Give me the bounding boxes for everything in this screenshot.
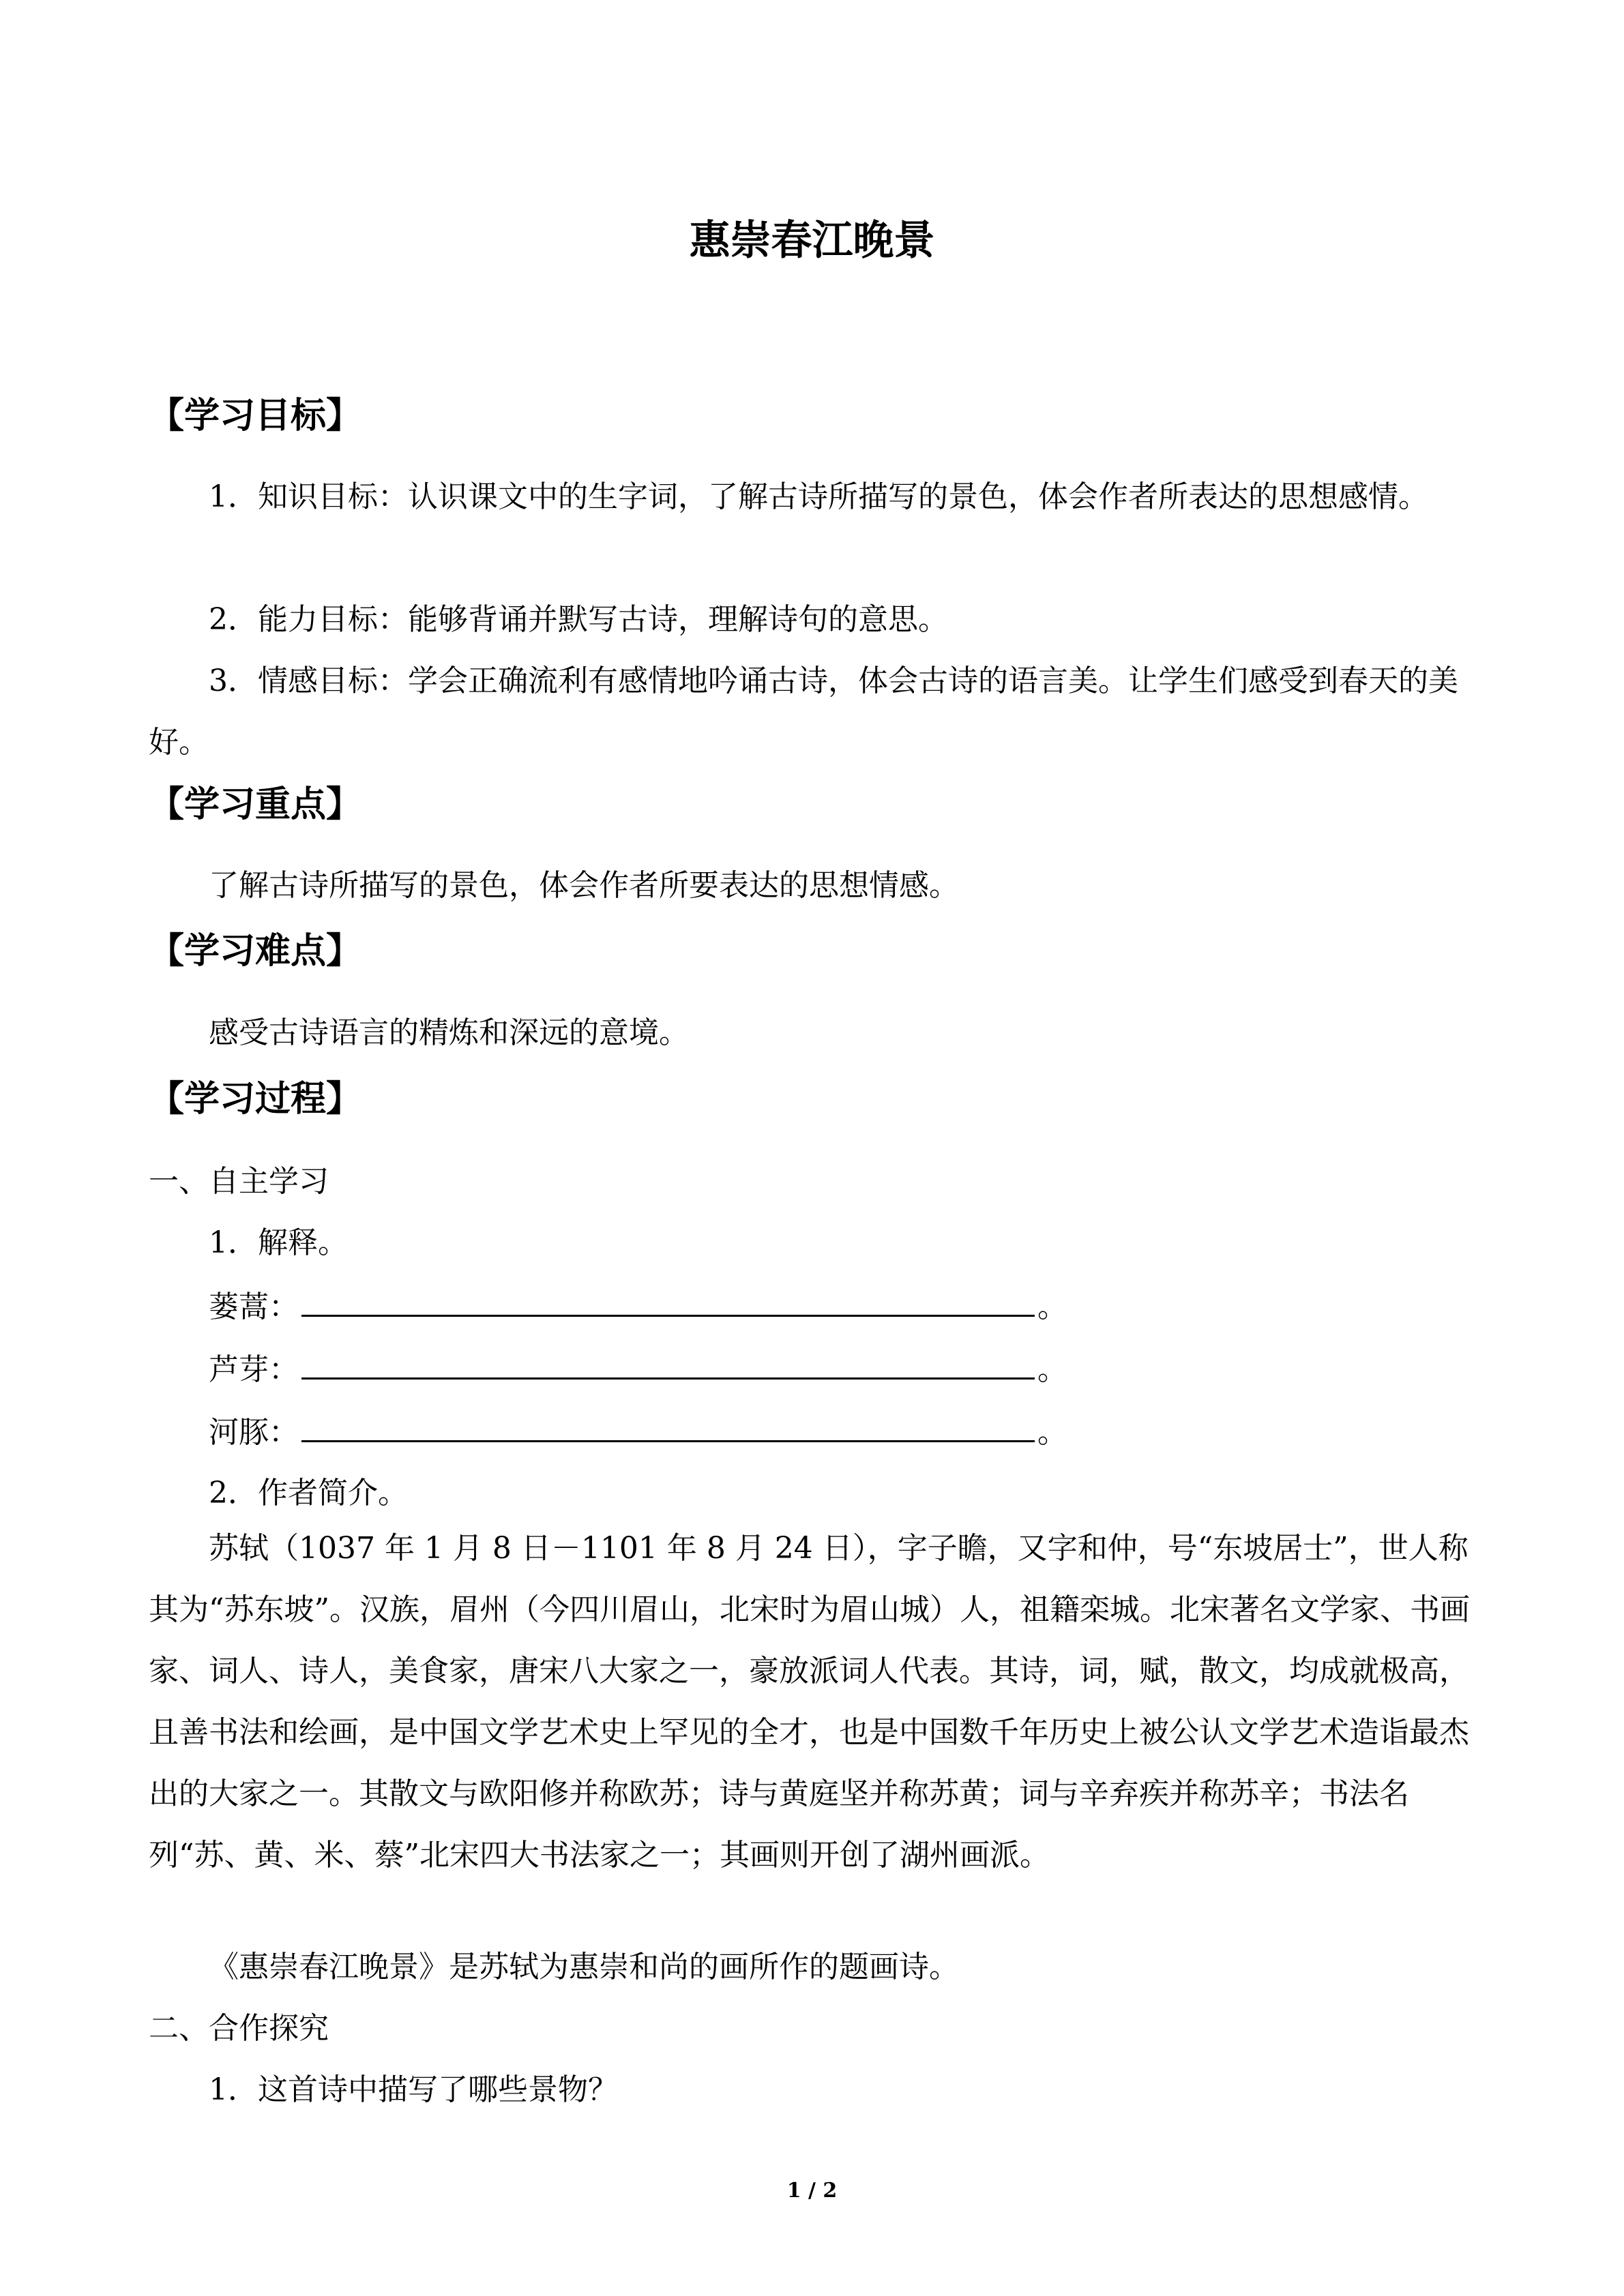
objective-item-1: 1．知识目标：认识课文中的生字词，了解古诗所描写的景色，体会作者所表达的思想感情。 [209, 479, 1428, 514]
term-label: 蒌蒿： [209, 1289, 299, 1324]
page-number: 1 / 2 [786, 2179, 838, 2203]
term-row-2 [209, 1345, 1067, 1394]
answer-blank[interactable] [301, 1345, 1035, 1380]
objective-item-3: 3．情感目标：学会正确流利有感情地吟诵古诗，体会古诗的语言美。让学生们感受到春天的美好。 [149, 664, 1458, 760]
objective-item-2: 2．能力目标：能够背诵并默写古诗，理解诗句的意思。 [209, 602, 948, 637]
poem-note: 《惠崇春江晚景》是苏轼为惠崇和尚的画所作的题画诗。 [209, 1950, 959, 1984]
difficulties-text: 感受古诗语言的精炼和深远的意境。 [209, 1015, 689, 1050]
part1-q2: 2．作者简介。 [209, 1476, 408, 1510]
objectives-heading: 【学习目标】 [149, 396, 362, 436]
term-end: 。 [1037, 1352, 1067, 1387]
term-row-3 [209, 1407, 1067, 1457]
key-points-text: 了解古诗所描写的景色，体会作者所要表达的思想情感。 [209, 868, 959, 903]
author-bio: 苏轼（1037 年 1 月 8 日－1101 年 8 月 24 日），字子瞻，又字和仲，号“东坡居士”，世人称其为“苏东坡”。汉族，眉州（今四川眉山，北宋时为眉山城）人，祖籍栾城。北宋著名文学家、书画家、词人、诗人，美食家，唐宋八大家之一，豪放派词人代表。其诗，词，赋，散文，均成就极高，且善书法和绘画，是中国文学艺术史上罕见的全才，也是中国数千年历史上被公认文学艺术造诣最杰出的大家之一。其散文与欧阳修并称欧苏；诗与黄庭坚并称苏黄；词与辛弃疾并称苏辛；书法名列“苏、黄、米、蔡”北宋四大书法家之一；其画则开创了湖州画派。 [149, 1531, 1470, 1873]
term-end: 。 [1037, 1415, 1067, 1450]
part2-title: 二、合作探究 [149, 2011, 329, 2046]
process-heading: 【学习过程】 [149, 1079, 362, 1120]
key-points-heading: 【学习重点】 [149, 784, 362, 825]
term-label: 河豚： [209, 1415, 299, 1450]
answer-blank[interactable] [301, 1407, 1035, 1442]
part1-title: 一、自主学习 [149, 1164, 329, 1199]
term-end: 。 [1037, 1289, 1067, 1324]
term-label: 芦芽： [209, 1352, 299, 1387]
term-row-1 [209, 1282, 1067, 1331]
difficulties-heading: 【学习难点】 [149, 931, 362, 972]
document-title: 惠崇春江晚景 [689, 217, 935, 265]
part1-q1: 1．解释。 [209, 1225, 348, 1260]
answer-blank[interactable] [301, 1282, 1035, 1317]
part2-q1: 1．这首诗中描写了哪些景物？ [209, 2072, 618, 2107]
